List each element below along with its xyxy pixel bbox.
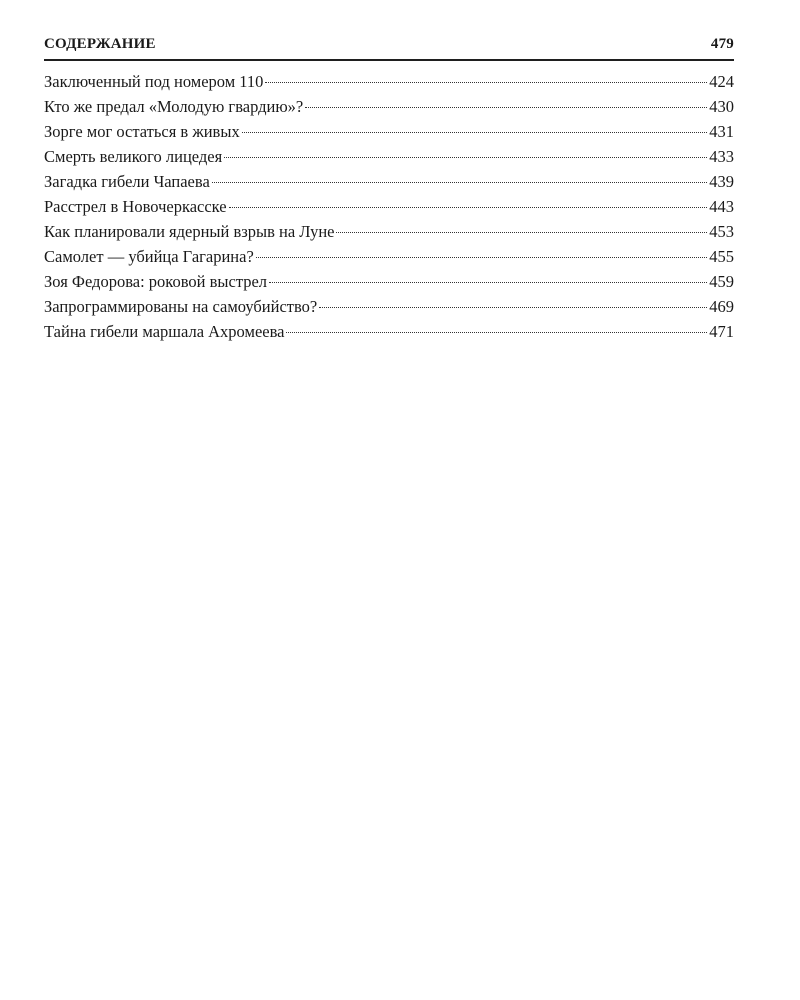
toc-entry[interactable] — [44, 219, 734, 244]
dot-leader — [269, 282, 707, 283]
toc-entry-title: Загадка гибели Чапаева — [44, 172, 210, 191]
dot-leader — [224, 157, 707, 158]
dot-leader — [336, 232, 707, 233]
toc-entry-page: 433 — [709, 147, 734, 166]
toc-entry-title: Расстрел в Новочеркасске — [44, 197, 227, 216]
dot-leader — [286, 332, 707, 333]
toc-entry-title: Как планировали ядерный взрыв на Луне — [44, 222, 335, 241]
toc-entry-page: 443 — [709, 197, 734, 216]
dot-leader — [265, 82, 707, 83]
toc-entry-title: Кто же предал «Молодую гвардию»? — [44, 97, 304, 116]
toc-entry[interactable] — [44, 169, 734, 194]
toc-entry-page: 469 — [709, 297, 734, 316]
toc-entry-title: Заключенный под номером 110 — [44, 72, 264, 91]
toc-entry[interactable] — [44, 69, 734, 94]
toc-entry-page: 439 — [709, 172, 734, 191]
page-number: 479 — [710, 36, 734, 52]
toc-entry[interactable] — [44, 144, 734, 169]
toc-entry-page: 459 — [709, 272, 734, 291]
toc-entry-title: Самолет — убийца Гагарина? — [44, 247, 254, 266]
book-page — [44, 36, 734, 344]
toc-entry-title: Запрограммированы на самоубийство? — [44, 297, 318, 316]
toc-entry[interactable] — [44, 294, 734, 319]
dot-leader — [256, 257, 707, 258]
toc-entry-page: 424 — [709, 72, 734, 91]
dot-leader — [242, 132, 708, 133]
toc-entry[interactable] — [44, 319, 734, 344]
dot-leader — [212, 182, 707, 183]
dot-leader — [319, 307, 707, 308]
dot-leader — [229, 207, 708, 208]
toc-entry-title: Тайна гибели маршала Ахромеева — [44, 322, 285, 341]
toc-entry-page: 455 — [709, 247, 734, 266]
toc-entry-page: 431 — [709, 122, 734, 141]
section-title: СОДЕРЖАНИЕ — [44, 36, 156, 52]
toc-entry[interactable] — [44, 119, 734, 144]
toc-entry-title: Смерть великого лицедея — [44, 147, 223, 166]
toc-entry-title: Зорге мог остаться в живых — [44, 122, 240, 141]
running-header — [44, 36, 734, 61]
toc-entry[interactable] — [44, 244, 734, 269]
toc-entry-page: 430 — [709, 97, 734, 116]
toc-entry[interactable] — [44, 94, 734, 119]
toc-entry[interactable] — [44, 194, 734, 219]
toc-entry-page: 453 — [709, 222, 734, 241]
dot-leader — [305, 107, 707, 108]
toc-entry-title: Зоя Федорова: роковой выстрел — [44, 272, 268, 291]
toc-entry-page: 471 — [709, 322, 734, 341]
toc-entry[interactable] — [44, 269, 734, 294]
table-of-contents — [44, 69, 734, 344]
